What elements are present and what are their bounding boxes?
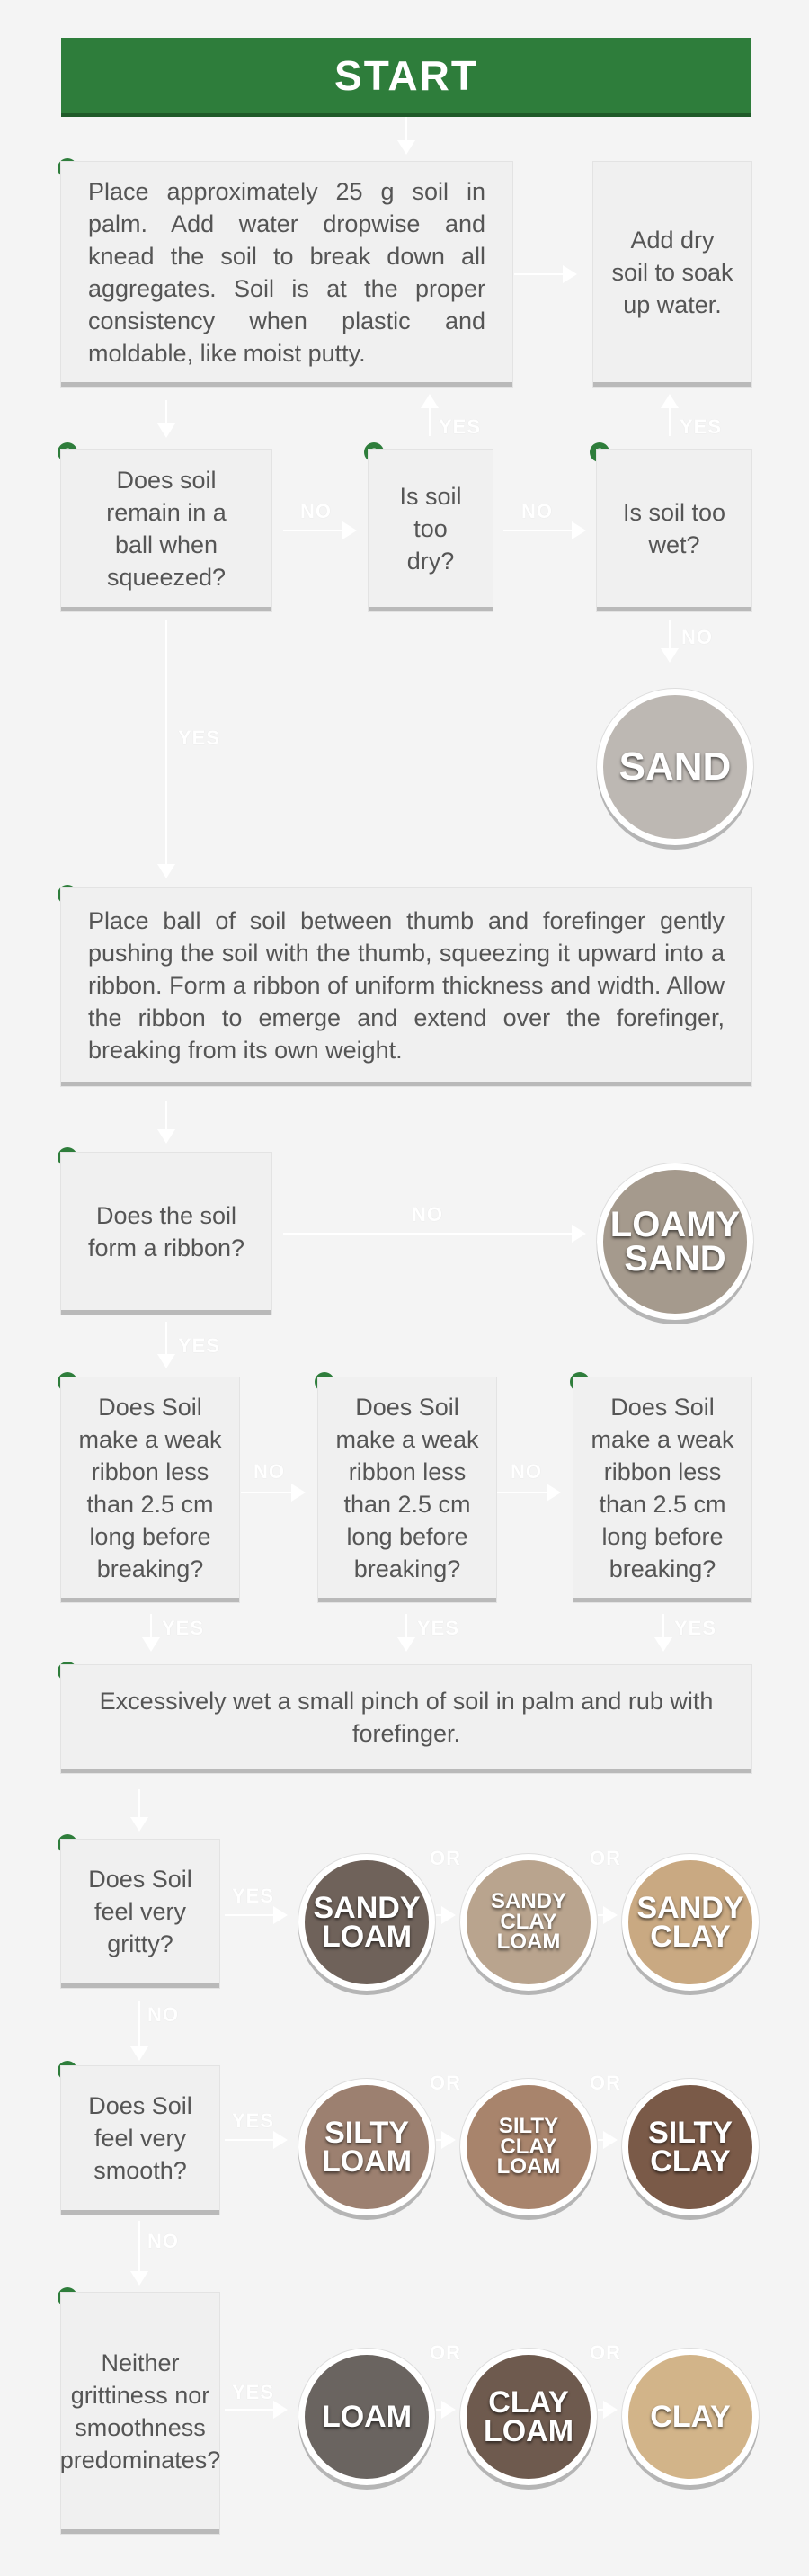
question-gritty-text: Does Soil feel very gritty?: [88, 1866, 192, 1957]
or-label: OR: [590, 1847, 621, 1869]
sandy-clay-loam-circle: [460, 1854, 597, 1991]
or-label: OR: [430, 2072, 461, 2094]
question-weak-ribbon-3: [573, 1377, 751, 1602]
step-2-instruction: [61, 888, 751, 1086]
soil-label: CLAY: [500, 2134, 557, 2159]
no-label: NO: [681, 626, 713, 648]
soil-label: LOAM: [496, 2154, 561, 2179]
question-smooth: [61, 2066, 219, 2215]
loam-circle: [298, 2349, 435, 2485]
question-smooth-text: Does Soil feel very smooth?: [88, 2092, 192, 2184]
no-label: NO: [147, 2230, 179, 2252]
question-weak-ribbon-2-text: Does Soil make a weak ribbon less than 2.5 cm long before breaking?: [335, 1393, 479, 1582]
soil-label: LOAM: [321, 2144, 413, 2179]
sandy-clay-circle: [622, 1854, 759, 1991]
soil-label: LOAM: [496, 1930, 561, 1955]
sandy-loam-circle: [298, 1854, 435, 1991]
yes-label: YES: [232, 2381, 275, 2403]
question-ball: [61, 450, 271, 611]
question-weak-ribbon-1-text: Does Soil make a weak ribbon less than 2.5 cm long before breaking?: [78, 1393, 222, 1582]
step-3-instruction: [61, 1665, 751, 1773]
soil-label: LOAM: [483, 2414, 574, 2448]
loamy-sand-label-1: LOAMY: [609, 1205, 741, 1244]
yes-label: YES: [232, 1885, 275, 1907]
soil-label: CLAY: [650, 2144, 731, 2179]
or-label: OR: [590, 2341, 621, 2364]
or-label: OR: [430, 1847, 461, 1869]
sand-label: SAND: [618, 744, 732, 789]
add-dry-soil-text: Add dry soil to soak up water.: [611, 226, 733, 318]
loamy-sand-label-2: SAND: [624, 1239, 726, 1279]
or-label: OR: [590, 2072, 621, 2094]
yes-label: YES: [674, 1617, 717, 1639]
soil-label: SILTY: [498, 2113, 559, 2138]
question-ball-text: Does soil remain in a ball when squeezed?: [106, 466, 227, 591]
question-weak-ribbon-1: [61, 1377, 239, 1602]
soil-label: LOAM: [321, 2399, 413, 2434]
soil-label: SILTY: [648, 2115, 733, 2150]
soil-label: CLAY: [488, 2384, 569, 2420]
no-label: NO: [147, 2003, 179, 2026]
soil-label: SANDY: [636, 1890, 744, 1925]
question-neither-text: Neither grittiness nor smoothness predominates?: [59, 2349, 221, 2473]
soil-label: SANDY: [490, 1888, 566, 1913]
no-label: NO: [253, 1460, 285, 1483]
soil-label: CLAY: [500, 1909, 557, 1934]
no-label: NO: [511, 1460, 542, 1483]
step-1-text: Place approximately 25 g soil in palm. Add water dropwise and knead the soil to break down all aggregates. Soil is at the proper consistency when plastic and moldable, like moist putty.: [88, 177, 485, 367]
loamy-sand-circle: [597, 1163, 753, 1320]
question-too-wet: [597, 450, 751, 611]
yes-label: YES: [439, 415, 482, 438]
sand-circle: [597, 689, 753, 845]
no-label: NO: [412, 1203, 443, 1226]
add-dry-soil-box: [593, 162, 751, 387]
question-ribbon: [61, 1153, 271, 1315]
soil-label: SILTY: [324, 2115, 409, 2150]
question-ribbon-text: Does the soil form a ribbon?: [87, 1201, 245, 1261]
step-3-text: Excessively wet a small pinch of soil in palm and rub with forefinger.: [99, 1687, 714, 1747]
question-weak-ribbon-2: [318, 1377, 496, 1602]
yes-label: YES: [417, 1617, 460, 1639]
soil-label: LOAM: [321, 1920, 413, 1954]
yes-label: YES: [178, 726, 221, 749]
yes-label: YES: [162, 1617, 205, 1639]
clay-circle: [622, 2349, 759, 2485]
question-neither: [61, 2293, 219, 2534]
step-1-instruction: [61, 162, 512, 387]
silty-clay-circle: [622, 2079, 759, 2215]
yes-label: YES: [680, 415, 723, 438]
soil-label: CLAY: [650, 2399, 731, 2434]
start-banner: START: [61, 38, 751, 113]
silty-clay-loam-circle: [460, 2079, 597, 2215]
no-label: NO: [521, 500, 553, 522]
question-gritty: [61, 1840, 219, 1988]
clay-loam-circle: [460, 2349, 597, 2485]
yes-label: YES: [232, 2109, 275, 2132]
question-too-dry-text: Is soil too dry?: [399, 482, 462, 575]
silty-loam-circle: [298, 2079, 435, 2215]
step-2-text: Place ball of soil between thumb and forefinger gently pushing the soil with the thumb, squeezing it upward into a ribbon. Form a ribbon of uniform thickness and width. Allow the ribbon to emerge and extend over the forefinger, breaking from its own weight.: [88, 906, 725, 1064]
question-too-dry: [369, 450, 493, 611]
no-label: NO: [300, 500, 332, 522]
yes-label: YES: [178, 1334, 221, 1357]
question-too-wet-text: Is soil too wet?: [622, 498, 726, 558]
or-label: OR: [430, 2341, 461, 2364]
soil-label: SANDY: [313, 1890, 421, 1925]
soil-label: CLAY: [650, 1920, 731, 1954]
question-weak-ribbon-3-text: Does Soil make a weak ribbon less than 2.5 cm long before breaking?: [591, 1393, 734, 1582]
